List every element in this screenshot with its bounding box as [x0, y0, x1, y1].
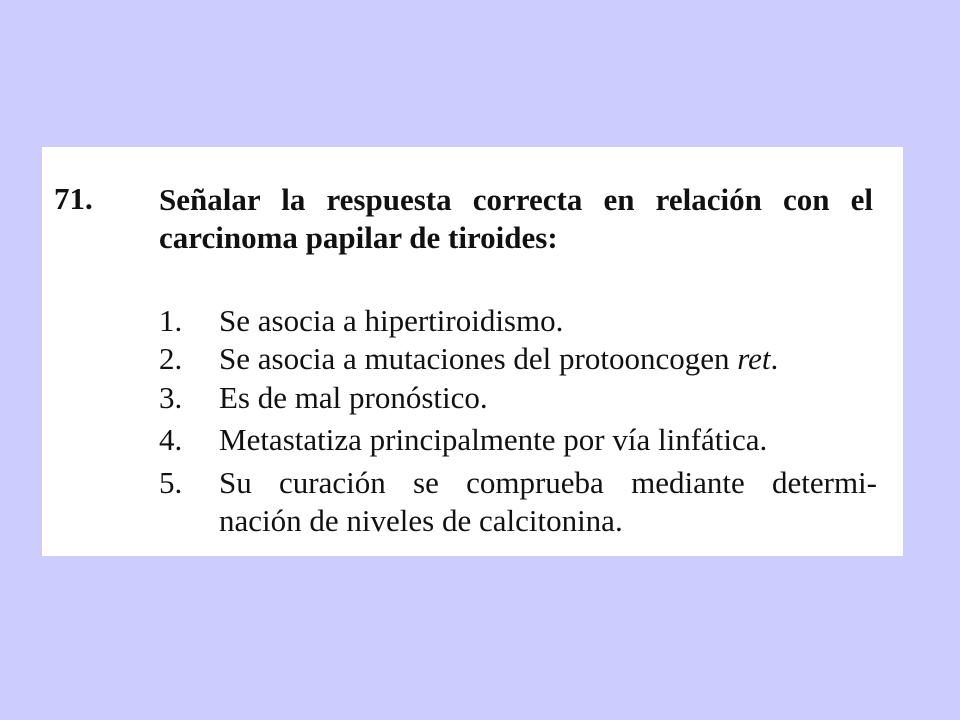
option-number: 1.: [159, 303, 183, 338]
option-number: 5.: [159, 465, 183, 500]
question-text: Señalar la respuesta correcta en relación con el carcinoma papilar de tiroides:: [159, 182, 873, 255]
option-text: [219, 464, 877, 540]
option-text-line: Su curación se comprueba mediante determi-: [219, 465, 877, 500]
option-number: 2.: [159, 341, 183, 376]
option-text: Se asocia a mutaciones del protooncogen ret.: [219, 341, 779, 376]
option-text-line: nación de niveles de calcitonina.: [219, 503, 623, 538]
option-text: Metastatiza principalmente por vía linfática.: [219, 422, 768, 457]
option-number: 3.: [159, 380, 183, 415]
option-text: Se asocia a hipertiroidismo.: [219, 303, 564, 338]
question-card: [42, 147, 903, 556]
option-number: 4.: [159, 422, 183, 457]
question-number: 71.: [54, 181, 93, 216]
option-text: Es de mal pronóstico.: [219, 380, 488, 415]
gene-name: ret: [737, 341, 771, 376]
